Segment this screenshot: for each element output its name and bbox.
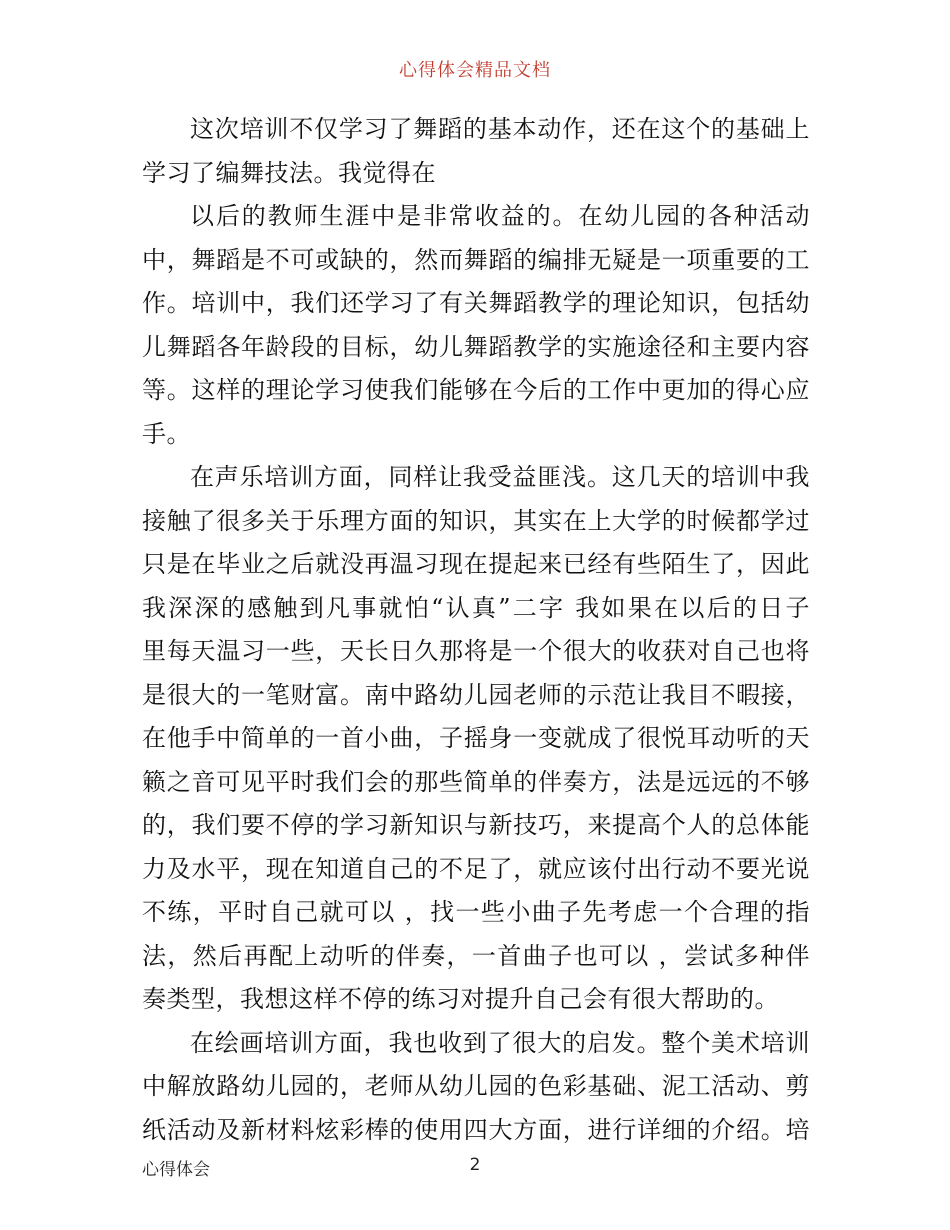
text-line: 在声乐培训方面，同样让我受益匪浅。这几天的培训中我 [190, 463, 810, 491]
document-body [142, 108, 810, 1152]
text-line: 中解放路幼儿园的，老师从幼儿园的色彩基础、泥工活动、剪 [142, 1072, 810, 1100]
text-line: 不练，平时自己就可以 ，找一些小曲子先考虑一个合理的指 [142, 898, 810, 926]
text-line: 这次培训不仅学习了舞蹈的基本动作，还在这个的基础上 [190, 115, 810, 143]
text-line: 等。这样的理论学习使我们能够在今后的工作中更加的得心应 [142, 376, 810, 404]
text-line: 手。 [142, 419, 191, 448]
footer-label: 心得体会 [142, 1160, 210, 1180]
page-number: 2 [469, 1155, 481, 1175]
text-line: 纸活动及新材料炫彩棒的使用四大方面，进行详细的介绍。培 [142, 1115, 810, 1144]
text-line: 力及水平，现在知道自己的不足了，就应该付出行动不要光说 [142, 854, 810, 883]
text-line: 籁之音可见平时我们会的那些简单的伴奏方，法是远远的不够 [142, 767, 810, 796]
text-line: 儿舞蹈各年龄段的目标，幼儿舞蹈教学的实施途径和主要内容 [142, 332, 810, 361]
text-line: 只是在毕业之后就没再温习现在提起来已经有些陌生了，因此 [142, 550, 810, 578]
text-line: 法，然后再配上动听的伴奏，一首曲子也可以 ，尝试多种伴 [142, 941, 810, 970]
text-line: 是很大的一笔财富。南中路幼儿园老师的示范让我目不暇接， [142, 680, 810, 709]
text-line: 作。培训中，我们还学习了有关舞蹈教学的理论知识，包括幼 [142, 289, 810, 317]
text-line: 在他手中简单的一首小曲，子摇身一变就成了很悦耳动听的天 [142, 724, 810, 752]
text-line: 我深深的感触到凡事就怕“认真”二字 我如果在以后的日子 [142, 593, 810, 622]
text-line: 在绘画培训方面，我也收到了很大的启发。整个美术培训 [190, 1028, 810, 1057]
text-line: 中，舞蹈是不可或缺的，然而舞蹈的编排无疑是一项重要的工 [142, 245, 810, 274]
text-line: 学习了编舞技法。我觉得在 [142, 158, 436, 187]
text-line: 奏类型，我想这样不停的练习对提升自己会有很大帮助的。 [142, 985, 779, 1013]
page-header-title: 心得体会精品文档 [399, 60, 551, 81]
text-line: 里每天温习一些，天长日久那将是一个很大的收获对自己也将 [142, 637, 810, 665]
text-line: 接触了很多关于乐理方面的知识，其实在上大学的时候都学过 [142, 506, 810, 535]
text-line: 的，我们要不停的学习新知识与新技巧，来提高个人的总体能 [142, 811, 810, 839]
text-line: 以后的教师生涯中是非常收益的。在幼儿园的各种活动 [190, 202, 810, 230]
